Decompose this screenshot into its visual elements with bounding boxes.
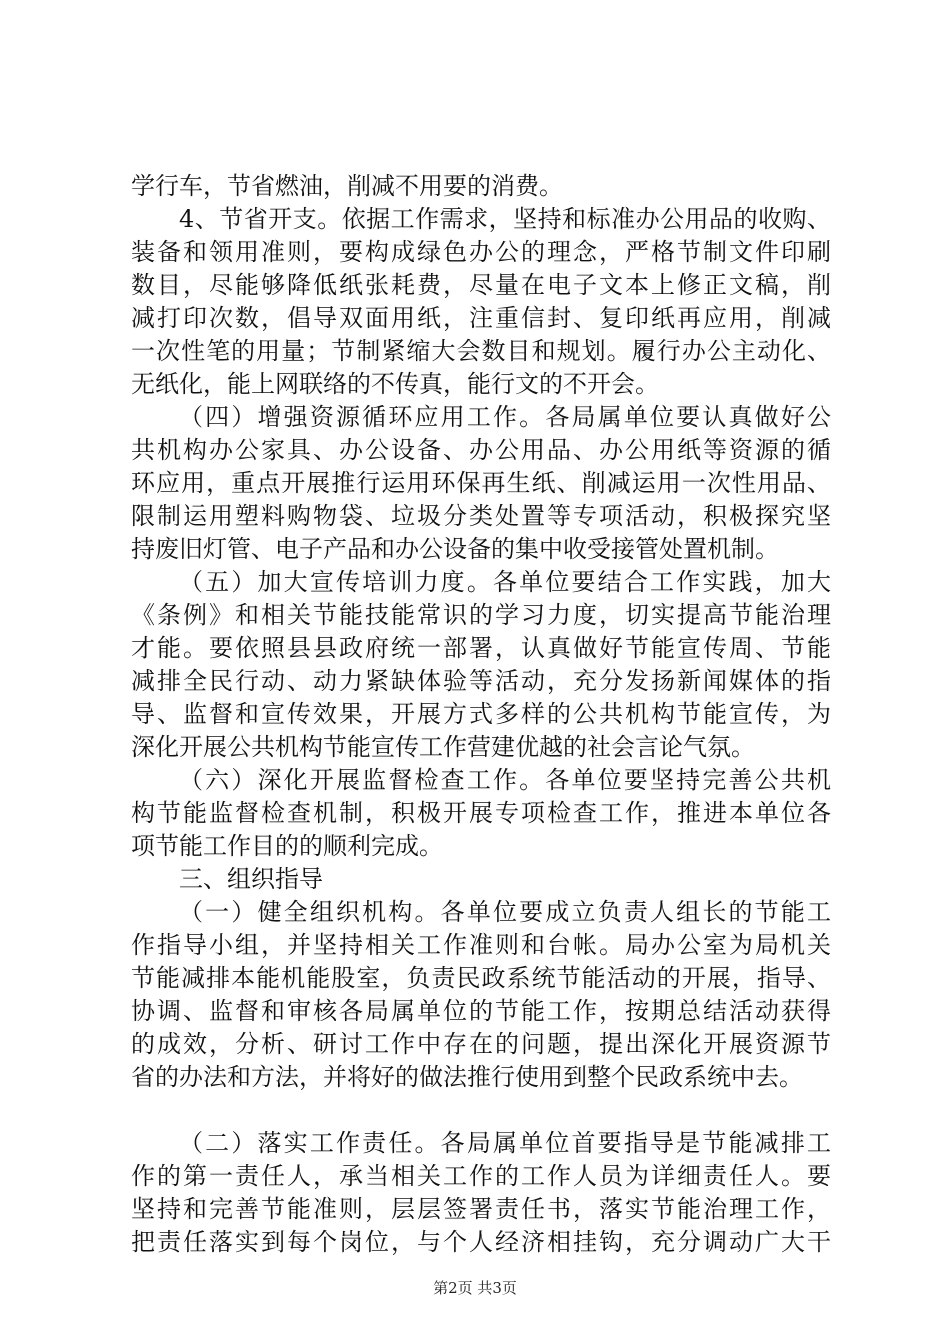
text-line: 省的办法和方法，并将好的做法推行使用到整个民政系统中去。 — [131, 1063, 803, 1091]
text-line: （一）健全组织机构。各单位要成立负责人组长的节能工 — [179, 898, 831, 926]
blank-line — [131, 1094, 831, 1127]
document-body — [131, 170, 831, 1259]
text-line: 《条例》和相关节能技能常识的学习力度，切实提高节能治理 — [131, 601, 831, 629]
text-line: 数目，尽能够降低纸张耗费，尽量在电子文本上修正文稿，削 — [131, 271, 831, 299]
text-line: 持废旧灯管、电子产品和办公设备的集中收受接管处置机制。 — [131, 535, 779, 563]
text-line: 构节能监督检查机制，积极开展专项检查工作，推进本单位各 — [131, 799, 831, 827]
text-line: 作的第一责任人，承当相关工作的工作人员为详细责任人。要 — [131, 1162, 831, 1190]
text-line: 减排全民行动、动力紧缺体验等活动，充分发扬新闻媒体的指 — [131, 667, 831, 695]
text-line: 作指导小组，并坚持相关工作准则和台帐。局办公室为局机关 — [131, 931, 831, 959]
text-line: 环应用，重点开展推行运用环保再生纸、削减运用一次性用品、 — [131, 469, 831, 497]
text-line: 一次性笔的用量；节制紧缩大会数目和规划。履行办公主动化、 — [131, 337, 831, 365]
text-line: 限制运用塑料购物袋、垃圾分类处置等专项活动，积极探究坚 — [131, 502, 831, 530]
text-line: （六）深化开展监督检查工作。各单位要坚持完善公共机 — [179, 766, 831, 794]
text-line: 项节能工作目的的顺利完成。 — [131, 832, 443, 860]
text-line: 共机构办公家具、办公设备、办公用品、办公用纸等资源的循 — [131, 436, 831, 464]
text-line: 的成效，分析、研讨工作中存在的问题，提出深化开展资源节 — [131, 1030, 831, 1058]
text-line: （五）加大宣传培训力度。各单位要结合工作实践，加大 — [179, 568, 831, 596]
text-line: 导、监督和宣传效果，开展方式多样的公共机构节能宣传，为 — [131, 700, 831, 728]
text-line: 坚持和完善节能准则，层层签署责任书，落实节能治理工作， — [131, 1195, 831, 1223]
text-line: （二）落实工作责任。各局属单位首要指导是节能减排工 — [179, 1129, 831, 1157]
text-line: 学行车，节省燃油，削减不用要的消费。 — [131, 172, 563, 200]
text-line: 节能减排本能机能股室，负责民政系统节能活动的开展，指导、 — [131, 964, 831, 992]
text-line: 协调、监督和审核各局属单位的节能工作，按期总结活动获得 — [131, 997, 831, 1025]
text-line: 装备和领用准则，要构成绿色办公的理念，严格节制文件印刷 — [131, 238, 831, 266]
page-number: 第2页 共3页 — [433, 1279, 517, 1297]
text-line: 才能。要依照县县政府统一部署，认真做好节能宣传周、节能 — [131, 634, 831, 662]
text-line: （四）增强资源循环应用工作。各局属单位要认真做好公 — [179, 403, 831, 431]
text-line: 无纸化，能上网联络的不传真，能行文的不开会。 — [131, 370, 659, 398]
text-line: 把责任落实到每个岗位，与个人经济相挂钩，充分调动广大干 — [131, 1228, 831, 1256]
text-line: 4、节省开支。依据工作需求，坚持和标准办公用品的收购、 — [179, 205, 831, 233]
text-line: 减打印次数，倡导双面用纸，注重信封、复印纸再应用，削减 — [131, 304, 831, 332]
section-heading: 三、组织指导 — [179, 865, 323, 893]
text-line: 深化开展公共机构节能宣传工作营建优越的社会言论气氛。 — [131, 733, 755, 761]
page-footer — [0, 1277, 950, 1298]
